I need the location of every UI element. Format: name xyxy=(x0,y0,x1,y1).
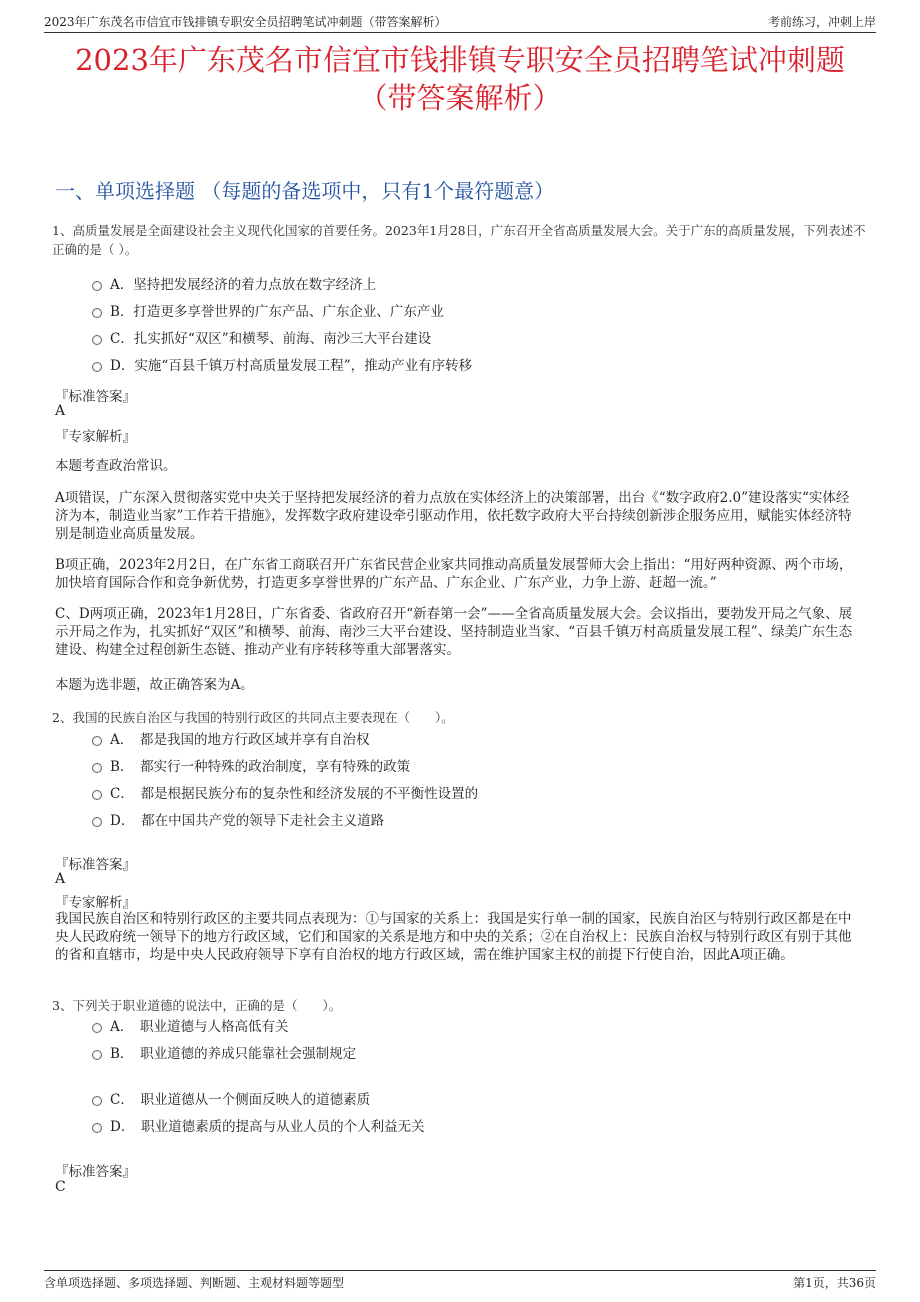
radio-icon[interactable] xyxy=(92,817,102,827)
option-c[interactable]: C． 都是根据民族分布的复杂性和经济发展的不平衡性设置的 xyxy=(92,784,478,804)
analysis-paragraph: 本题为选非题，故正确答案为A。 xyxy=(55,677,254,693)
analysis-paragraph: B项正确，2023年2月2日，在广东省工商联召开广东省民营企业家共同推动高质量发展誓师大会上指出：“用好两种资源、两个市场，加快培育国际合作和竞争新优势，打造更多享誉世界的广东产品、广东企业、广东产业，力争上游、赶超一流。” xyxy=(55,557,853,591)
answer-label: 『标准答案』 xyxy=(55,1164,136,1180)
header-doc-title: 2023年广东茂名市信宜市钱排镇专职安全员招聘笔试冲刺题（带答案解析） xyxy=(44,15,447,29)
analysis-label: 『专家解析』 xyxy=(55,895,136,911)
answer-value: C xyxy=(55,1179,66,1195)
radio-icon[interactable] xyxy=(92,335,102,345)
answer-value: A xyxy=(55,403,66,419)
option-b[interactable]: B． 都实行一种特殊的政治制度，享有特殊的政策 xyxy=(92,757,410,777)
footer-question-types: 含单项选择题、多项选择题、判断题、主观材料题等题型 xyxy=(44,1276,345,1290)
page-subtitle: （带答案解析） xyxy=(358,81,562,115)
page-title: 2023年广东茂名市信宜市钱排镇专职安全员招聘笔试冲刺题 xyxy=(75,43,845,77)
option-b[interactable]: B． 职业道德的养成只能靠社会强制规定 xyxy=(92,1044,356,1064)
page-number: 第1页，共36页 xyxy=(793,1276,876,1290)
analysis-paragraph: C、D两项正确，2023年1月28日，广东省委、省政府召开“新春第一会”——全省高质量发展大会。会议指出，要勃发开局之气象、展示开局之作为，扎实抓好“双区”和横琴、前海、南沙三大平台建设、坚持制造业当家、“百县千镇万村高质量发展工程”、绿美广东生态建设、构建全过程创新生态链、推动产业有序转移等重大部署落实。 xyxy=(55,606,853,658)
analysis-paragraph: A项错误，广东深入贯彻落实党中央关于坚持把发展经济的着力点放在实体经济上的决策部署，出台《“数字政府2.0”建设落实“实体经济为本，制造业当家”工作若干措施》，发挥数字政府建设牵引驱动作用，依托数字政府大平台持续创新涉企服务应用，赋能实体经济特别是制造业高质量发展。 xyxy=(55,490,852,542)
radio-icon[interactable] xyxy=(92,1096,102,1106)
radio-icon[interactable] xyxy=(92,281,102,291)
answer-value: A xyxy=(55,871,66,887)
radio-icon[interactable] xyxy=(92,362,102,372)
radio-icon[interactable] xyxy=(92,1050,102,1060)
option-d[interactable]: D．实施“百县千镇万村高质量发展工程”，推动产业有序转移 xyxy=(92,356,472,376)
radio-icon[interactable] xyxy=(92,1023,102,1033)
question-stem: 1、高质量发展是全面建设社会主义现代化国家的首要任务。2023年1月28日，广东召开全省高质量发展大会。关于广东的高质量发展，下列表述不正确的是（ ）。 xyxy=(52,223,866,257)
option-a[interactable]: A．坚持把发展经济的着力点放在数字经济上 xyxy=(92,275,376,295)
option-a[interactable]: A． 都是我国的地方行政区域并享有自治权 xyxy=(92,730,370,750)
question-stem: 2、我国的民族自治区与我国的特别行政区的共同点主要表现在（ ）。 xyxy=(52,710,454,725)
page-footer xyxy=(44,1270,876,1293)
option-a[interactable]: A． 职业道德与人格高低有关 xyxy=(92,1017,289,1037)
analysis-paragraph: 我国民族自治区和特别行政区的主要共同点表现为：①与国家的关系上：我国是实行单一制的国家，民族自治区与特别行政区都是在中央人民政府统一领导下的地方行政区域，它们和国家的关系是地方和中央的关系；②在自治权上：民族自治权与特别行政区有别于其他的省和直辖市，均是中央人民政府领导下享有自治权的地方行政区域，需在维护国家主权的前提下行使自治，因此A项正确。 xyxy=(55,911,852,963)
answer-label: 『标准答案』 xyxy=(55,389,136,405)
radio-icon[interactable] xyxy=(92,763,102,773)
option-b[interactable]: B．打造更多享誉世界的广东产品、广东企业、广东产业 xyxy=(92,302,444,322)
analysis-label: 『专家解析』 xyxy=(55,429,136,445)
question-stem: 3、下列关于职业道德的说法中，正确的是（ ）。 xyxy=(52,998,342,1013)
section-heading: 一、单项选择题 （每题的备选项中，只有1个最符题意） xyxy=(55,179,555,203)
page-header xyxy=(44,10,876,33)
option-d[interactable]: D． 职业道德素质的提高与从业人员的个人利益无关 xyxy=(92,1117,425,1137)
option-c[interactable]: C． 职业道德从一个侧面反映人的道德素质 xyxy=(92,1090,370,1110)
radio-icon[interactable] xyxy=(92,736,102,746)
radio-icon[interactable] xyxy=(92,790,102,800)
header-slogan: 考前练习，冲刺上岸 xyxy=(767,15,876,29)
option-c[interactable]: C．扎实抓好“双区”和横琴、前海、南沙三大平台建设 xyxy=(92,329,431,349)
analysis-paragraph: 本题考查政治常识。 xyxy=(55,458,177,474)
answer-label: 『标准答案』 xyxy=(55,857,136,873)
option-d[interactable]: D． 都在中国共产党的领导下走社会主义道路 xyxy=(92,811,384,831)
radio-icon[interactable] xyxy=(92,1123,102,1133)
radio-icon[interactable] xyxy=(92,308,102,318)
